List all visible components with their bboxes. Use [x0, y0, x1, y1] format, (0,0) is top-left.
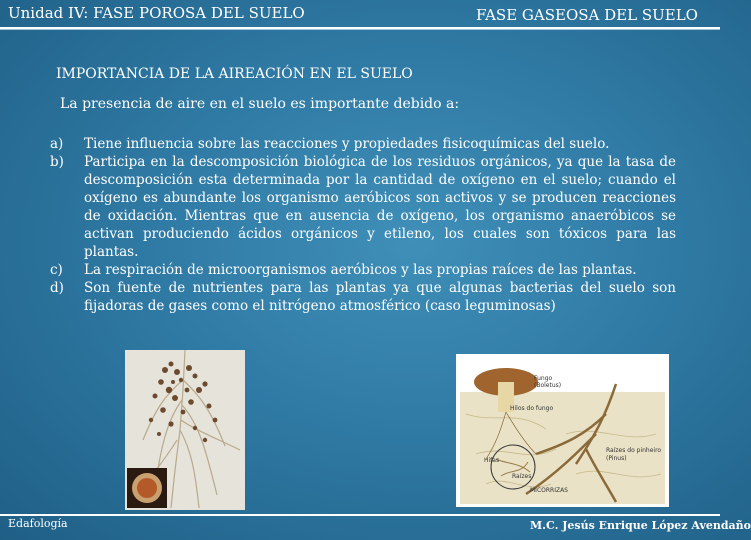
list-item — [50, 135, 676, 153]
footer-divider — [0, 514, 720, 516]
mycorrhiza-diagram — [456, 354, 669, 507]
list-item — [50, 261, 676, 279]
list-item-text: Participa en la descomposición biológica de los residuos orgánicos, ya que la tasa de descomposición esta determinada por la cantidad de oxígeno en el suelo; cuando el oxígeno es abundante los organismo aeróbicos son activos y se producen reacciones de oxidación. Mientras que en ausencia de oxígeno, los organismo anaeróbicos se activan produciendo ácidos orgánicos y etileno, los cuales son tóxicos para las plantas. — [84, 154, 676, 260]
list-marker: d) — [50, 280, 64, 296]
label-fungus: Fungo — [534, 375, 553, 382]
course-name: Edafología — [8, 517, 68, 530]
root-nodules-illustration — [125, 350, 245, 510]
list-marker: c) — [50, 262, 63, 278]
list-item — [50, 279, 676, 315]
section-title: FASE GASEOSA DEL SUELO — [476, 6, 698, 24]
list-marker: a) — [50, 136, 64, 152]
label-mycorrhiza: MICORRIZAS — [530, 487, 568, 494]
list-marker: b) — [50, 154, 64, 170]
slide-subtitle: IMPORTANCIA DE LA AIREACIÓN EN EL SUELO — [56, 66, 413, 82]
header-divider-shadow — [0, 29, 720, 30]
label-hyphae: Hilos do fungo — [510, 405, 554, 412]
label-pine-roots: Raízes do pinheiro — [606, 447, 662, 454]
label-pine-roots-species: (Pinus) — [606, 455, 627, 462]
list-item-text: Tiene influencia sobre las reacciones y propiedades fisicoquímicas del suelo. — [84, 136, 610, 152]
list-item-text: La respiración de microorganismos aeróbicos y las propias raíces de las plantas. — [84, 262, 637, 278]
unit-title: Unidad IV: FASE POROSA DEL SUELO — [8, 4, 305, 22]
importance-list — [50, 135, 676, 315]
label-hyphae-small: Hifas — [484, 457, 500, 464]
intro-text: La presencia de aire en el suelo es importante debido a: — [60, 96, 460, 112]
list-item-text: Son fuente de nutrientes para las plantas ya que algunas bacterias del suelo son fijadoras de gases como el nitrógeno atmosférico (caso leguminosas) — [84, 280, 676, 314]
mycorrhiza-illustration — [456, 354, 669, 507]
author-name: M.C. Jesús Enrique López Avendaño — [530, 519, 751, 532]
root-nodules-photo — [125, 350, 245, 510]
label-roots: Raízes — [512, 473, 532, 480]
list-item — [50, 153, 676, 261]
label-fungus-species: (Boletus) — [534, 382, 562, 389]
